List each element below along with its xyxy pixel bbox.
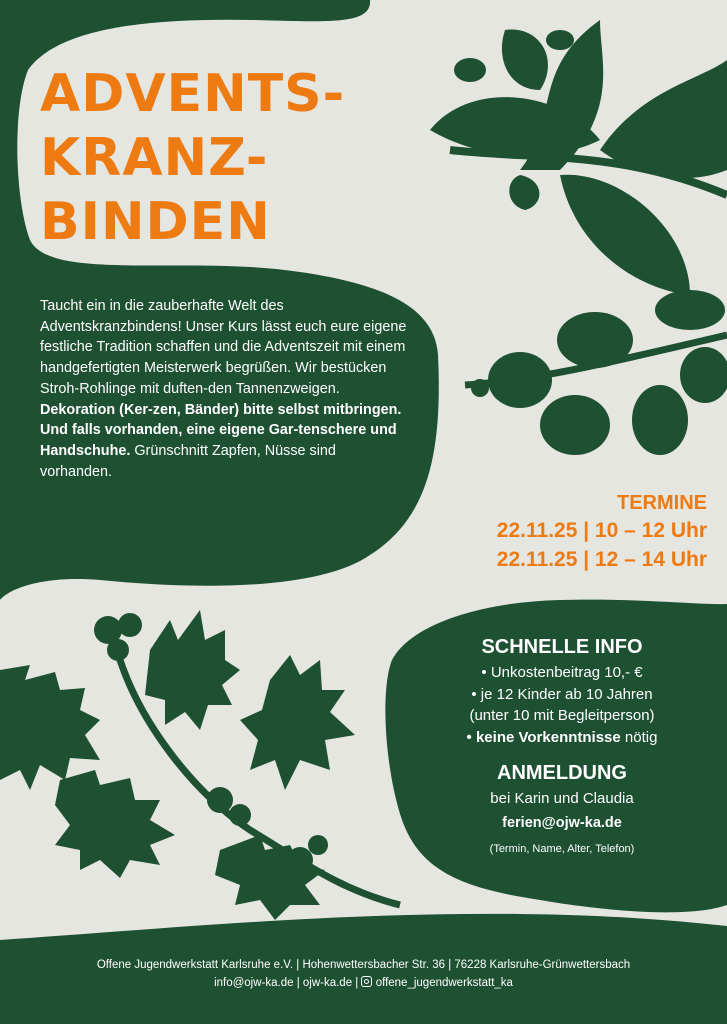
info-item-cost: • Unkostenbeitrag 10,- €: [481, 664, 643, 681]
footer-instagram-handle[interactable]: offene_jugendwerkstatt_ka: [375, 977, 513, 989]
registration-email-link[interactable]: ferien@ojw-ka.de: [502, 814, 622, 831]
instagram-icon: [361, 976, 372, 987]
registration-heading: ANMELDUNG: [497, 762, 627, 784]
footer: [0, 956, 727, 992]
registration-contact: bei Karin und Claudia: [490, 790, 634, 807]
info-item-knowledge-bold: • keine Vorkenntnisse: [466, 728, 621, 746]
footer-contact: [0, 974, 727, 992]
date-line-1: 22.11.25 | 10 – 12 Uhr: [496, 519, 707, 542]
info-item-age-note: (unter 10 mit Begleitperson): [469, 707, 655, 724]
leaf-branch-illustration: [430, 20, 727, 455]
quick-info-heading: SCHNELLE INFO: [481, 636, 643, 658]
title-line-2: KRANZ-: [40, 128, 269, 188]
footer-address: Offene Jugendwerkstatt Karlsruhe e.V. | Hohenwettersbacher Str. 36 | 76228 Karlsruhe-Grünwettersbach: [96, 959, 631, 971]
dates-section: [497, 490, 707, 574]
title-line-1: ADVENTS-: [40, 64, 346, 124]
registration-note: (Termin, Name, Alter, Telefon): [489, 842, 635, 855]
intro-tail-text: Grünschnitt Zapfen, Nüsse sind vorhanden.: [40, 442, 336, 480]
quick-info-section: [412, 634, 712, 862]
info-item-knowledge-rest: nötig: [620, 728, 658, 746]
intro-bold-text: Dekoration (Ker-zen, Bänder) bitte selbst mitbringen. Und falls vorhanden, eine eigene Gar-tenschere und Handschuhe.: [40, 401, 402, 459]
date-line-2: 22.11.25 | 12 – 14 Uhr: [496, 548, 707, 571]
intro-text: Taucht ein in die zauberhafte Welt des Adventskranzbindens! Unser Kurs lässt euch eure eigene festliche Tradition schaffen und die Adventszeit mit einem handgefertigten Meisterwerk begrüßen. Wir bestücken Stroh-Rohlinge mit duften-den Tannenzweigen.: [40, 298, 407, 397]
page-title: [40, 62, 345, 254]
intro-paragraph: [40, 296, 408, 482]
info-item-age: • je 12 Kinder ab 10 Jahren: [471, 685, 653, 703]
holly-branch-illustration: [0, 610, 400, 920]
title-line-3: BINDEN: [40, 192, 271, 252]
info-item-knowledge: [412, 727, 712, 749]
dates-heading: TERMINE: [617, 492, 707, 514]
footer-contact-links[interactable]: info@ojw-ka.de | ojw-ka.de |: [214, 977, 359, 989]
